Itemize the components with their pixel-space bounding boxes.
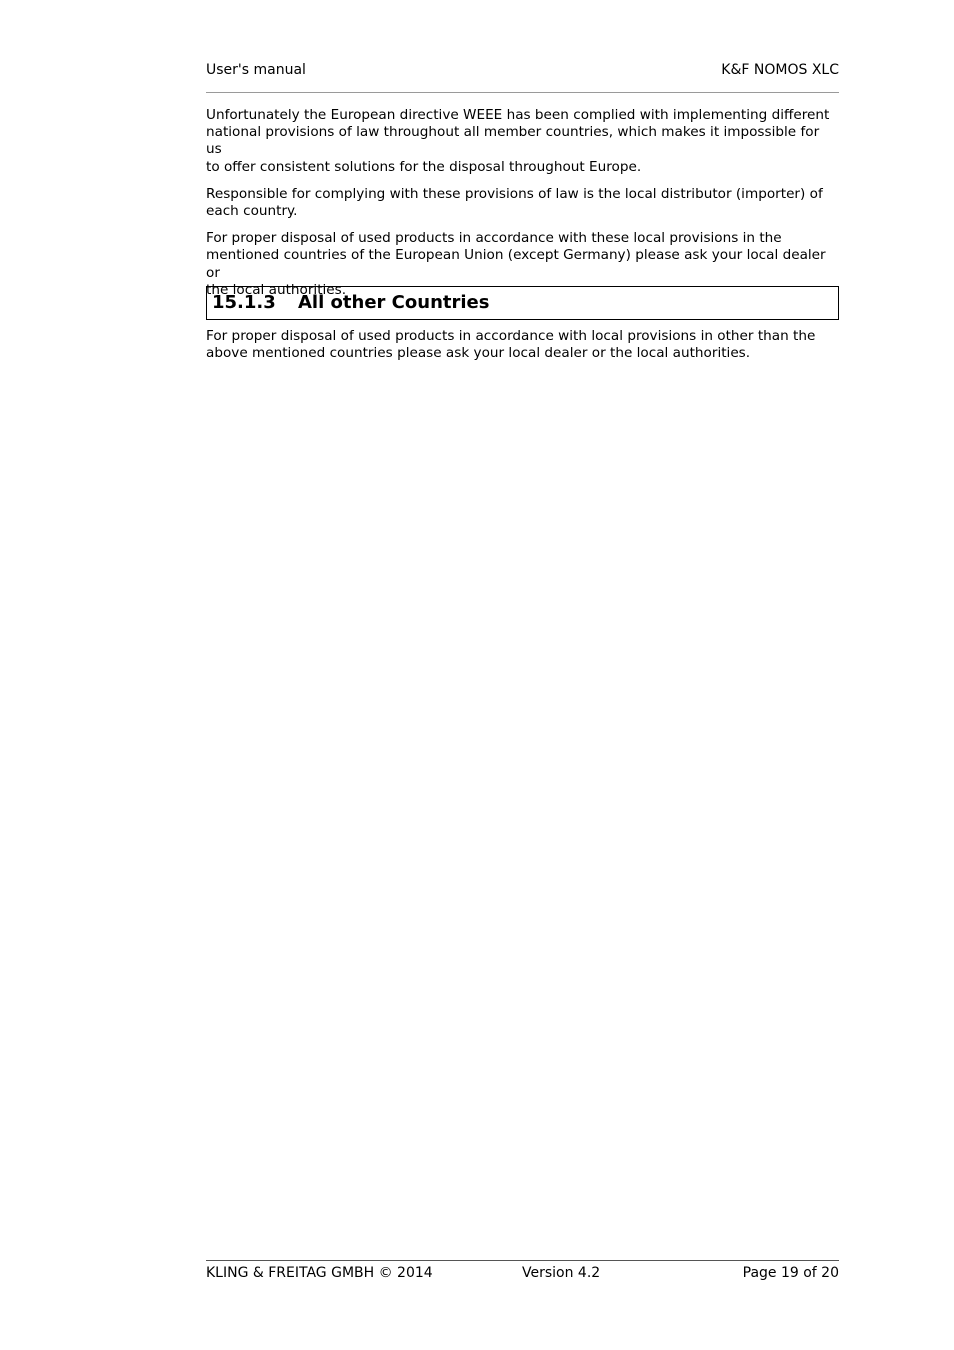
page-header [206,61,839,81]
paragraph-responsibility: Responsible for complying with these provisions of law is the local distributor (importer) of each country. [206,185,823,220]
footer-divider [206,1260,839,1261]
section-body [206,328,839,362]
footer-page-number: Page 19 of 20 [742,1265,839,1281]
paragraph-other-countries: For proper disposal of used products in accordance with local provisions in other than the above mentioned countries please ask your local dealer or the local authorities. [206,328,816,362]
section-title: All other Countries [298,292,490,313]
paragraph-weee-directive: Unfortunately the European directive WEEE has been complied with implementing different national provisions of law throughout all member countries, which makes it impossible for us to offer consistent solutions for the disposal throughout Europe. [206,107,830,175]
body-text [206,107,839,309]
section-number: 15.1.3 [212,292,276,313]
header-product-name: K&F NOMOS XLC [721,62,839,78]
paragraph-eu-disposal: For proper disposal of used products in accordance with these local provisions in the mentioned countries of the European Union (except Germany) please ask your local dealer or the local authorities. [206,230,826,298]
section-heading [206,286,839,320]
header-divider [206,92,839,93]
footer-copyright: KLING & FREITAG GMBH © 2014 [206,1265,433,1281]
header-document-type: User's manual [206,62,306,78]
page-footer [206,1264,839,1284]
document-page [206,0,839,1350]
footer-version: Version 4.2 [522,1265,601,1281]
